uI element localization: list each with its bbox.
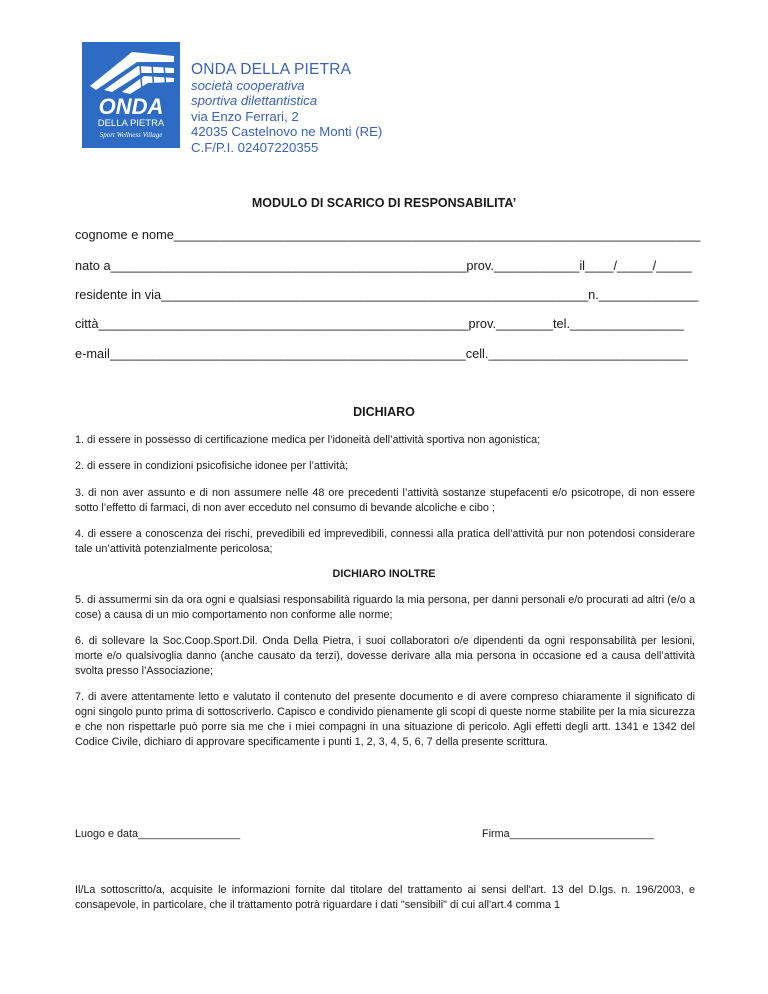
declaration-heading: DICHIARO [353, 405, 415, 419]
declaration-item-6: 6. di sollevare la Soc.Coop.Sport.Dil. Onda Della Pietra, i suoi collaboratori o/e dipendenti da ogni responsabilità per lesioni, morte e/o qualsivoglia danno (anche causato da terzi), dovesse derivare alla mia persona in occasione ed a causa dell’attività svolta presso l’Associazione; [75, 635, 695, 677]
onda-logo [82, 42, 180, 148]
declaration-heading-2: DICHIARO INOLTRE [332, 568, 436, 580]
declaration-item-1: 1. di essere in possesso di certificazione medica per l’idoneità dell’attività sportiva non agonistica; [75, 434, 541, 446]
declaration-item-2: 2. di essere in condizioni psicofisiche idonee per l’attività; [75, 460, 349, 472]
company-type-2: sportiva dilettantistica [191, 93, 318, 108]
logo-tagline: Sport Wellness Village [99, 131, 163, 139]
declaration-item-3: 3. di non aver assunto e di non assumere nelle 48 ore precedenti l’attività sostanze stupefacenti e/o psicotrope, di non essere sotto l’effetto di farmaci, di non aver ecceduto nel consumo di bevande alcoliche e cibo ; [75, 487, 695, 514]
company-type-1: società cooperativa [191, 77, 305, 93]
company-city: 42035 Castelnovo ne Monti (RE) [191, 124, 383, 139]
email-field[interactable]: e-mail__________________________________________________cell.____________________________ [75, 346, 688, 361]
form-title: MODULO DI SCARICO DI RESPONSABILITA’ [251, 196, 517, 210]
name-field[interactable]: cognome e nome__________________________________________________________________________ [75, 227, 701, 242]
signature-field[interactable]: Firma________________________ [482, 828, 654, 840]
company-info [191, 62, 382, 155]
company-vat: C.F/P.I. 02407220355 [191, 139, 319, 155]
declaration-item-7: 7. di avere attentamente letto e valutato il contenuto del presente documento e di avere compreso chiaramente il significato di ogni singolo punto prima di sottoscriverlo. Capisco e condivido pienamente gli scopi di queste norme stabilite per la mia sicurezza e che non rispettarle può porre sia me che i miei compagni in una situazione di pericolo. Agli effetti degli artt. 1341 e 1342 del Codice Civile, dichiaro di approvare specificamente i punti 1, 2, 3, 4, 5, 6, 7 della presente scrittura. [75, 691, 695, 748]
company-address: via Enzo Ferrari, 2 [191, 108, 299, 124]
residence-field[interactable]: residente in via____________________________________________________________n.______________ [75, 287, 699, 302]
logo-subtitle: DELLA PIETRA [97, 118, 165, 129]
privacy-text: Il/La sottoscritto/a, acquisite le informazioni fornite dal titolare del trattamento ai sensi dell'art. 13 del D.lgs. n. 196/2003, e consapevole, in particolare, che il trattamento potrà riguardare i dati "sensibili" di cui all'art.4 comma 1 [75, 884, 695, 911]
place-date-field[interactable]: Luogo e data_________________ [75, 828, 241, 840]
birth-field[interactable]: nato a__________________________________________________prov.____________il____/_____/_____ [75, 258, 692, 273]
city-field[interactable]: città____________________________________________________prov.________tel.________________ [75, 316, 684, 331]
declaration-item-5: 5. di assumermi sin da ora ogni e qualsiasi responsabilità riguardo la mia persona, per danni personali e/o procurati ad altri (e/o a cose) a causa di un mio comportamento non conforme alle norme; [75, 594, 695, 621]
declaration-item-4: 4. di essere a conoscenza dei rischi, prevedibili ed imprevedibili, connessi alla pratica dell’attività pur non potendosi considerare tale un’attività potenzialmente pericolosa; [75, 528, 695, 555]
logo-word: ONDA [98, 94, 164, 119]
company-name: ONDA DELLA PIETRA [191, 61, 352, 78]
